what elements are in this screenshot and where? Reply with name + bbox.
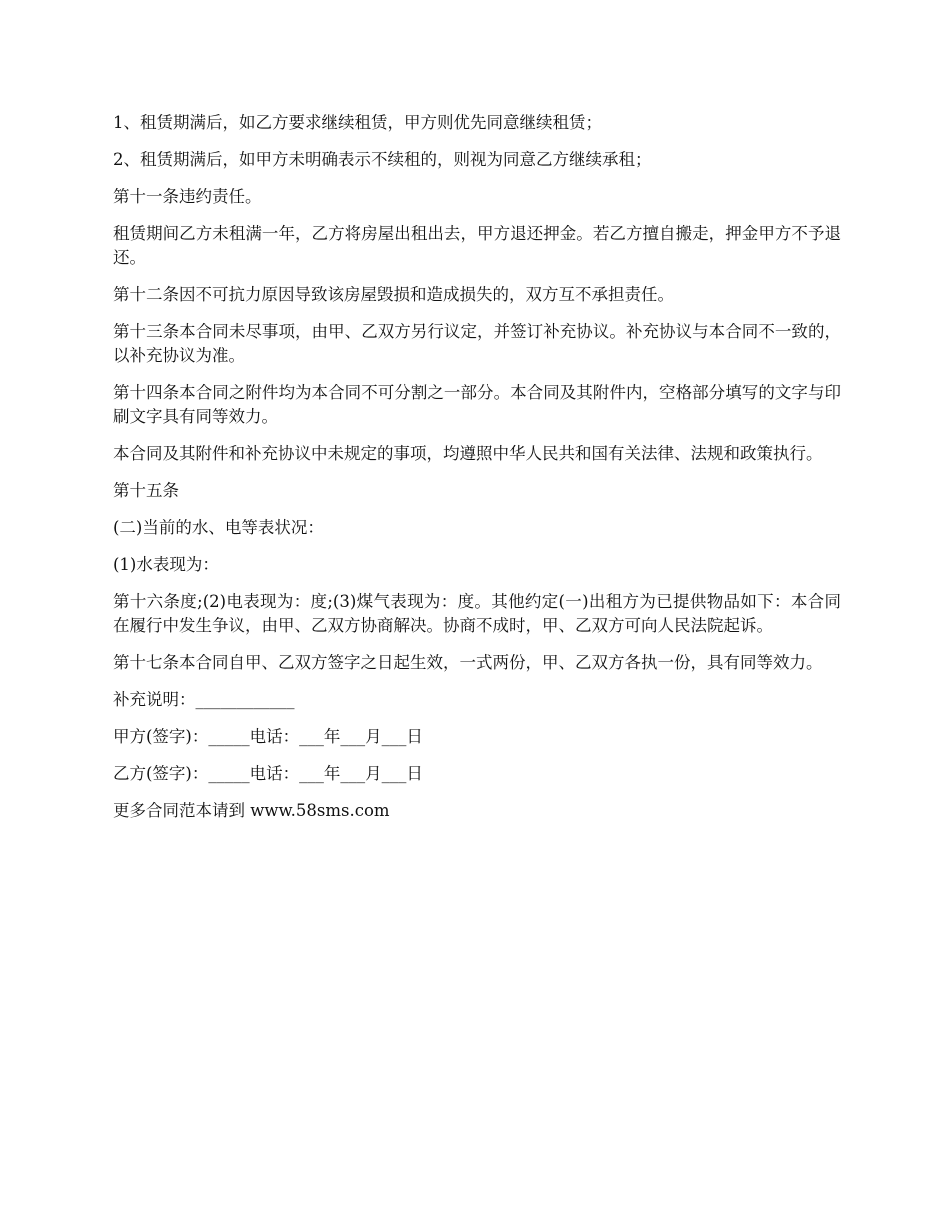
- supplementary-note-line: 补充说明：____________: [113, 690, 295, 709]
- water-meter-line: (1)水表现为：: [113, 555, 219, 574]
- article-11-heading: 第十一条违约责任。: [113, 187, 262, 206]
- meter-status-heading: (二)当前的水、电等表状况：: [113, 518, 324, 537]
- clause-renewal-2: 2、租赁期满后，如甲方未明确表示不续租的，则视为同意乙方继续承租；: [113, 150, 652, 169]
- footer-website-note: 更多合同范本请到 www.58sms.com: [113, 801, 390, 820]
- article-11-body: 租赁期间乙方未租满一年，乙方将房屋出租出去，甲方退还押金。若乙方擅自搬走，押金甲方不予退还。: [113, 224, 841, 267]
- article-14: 第十四条本合同之附件均为本合同不可分割之一部分。本合同及其附件内，空格部分填写的文字与印刷文字具有同等效力。: [113, 383, 841, 426]
- party-a-signature-line: 甲方(签字)：_____电话：___年___月___日: [113, 727, 423, 746]
- article-13: 第十三条本合同未尽事项，由甲、乙双方另行议定，并签订补充协议。补充协议与本合同不一致的，以补充协议为准。: [113, 322, 841, 365]
- article-12: 第十二条因不可抗力原因导致该房屋毁损和造成损失的，双方互不承担责任。: [113, 285, 674, 304]
- clause-renewal-1: 1、租赁期满后，如乙方要求继续租赁，甲方则优先同意继续租赁；: [113, 113, 602, 132]
- article-17: 第十七条本合同自甲、乙双方签字之日起生效，一式两份，甲、乙双方各执一份，具有同等效力。: [113, 653, 823, 672]
- article-14-continued: 本合同及其附件和补充协议中未规定的事项，均遵照中华人民共和国有关法律、法规和政策执行。: [113, 444, 823, 463]
- party-b-signature-line: 乙方(签字)：_____电话：___年___月___日: [113, 764, 423, 783]
- document-body: [113, 111, 841, 836]
- article-16: 第十六条度;(2)电表现为：度;(3)煤气表现为：度。其他约定(一)出租方为已提供物品如下：本合同在履行中发生争议，由甲、乙双方协商解决。协商不成时，甲、乙双方可向人民法院起诉。: [113, 592, 841, 635]
- article-15-heading: 第十五条: [113, 481, 179, 500]
